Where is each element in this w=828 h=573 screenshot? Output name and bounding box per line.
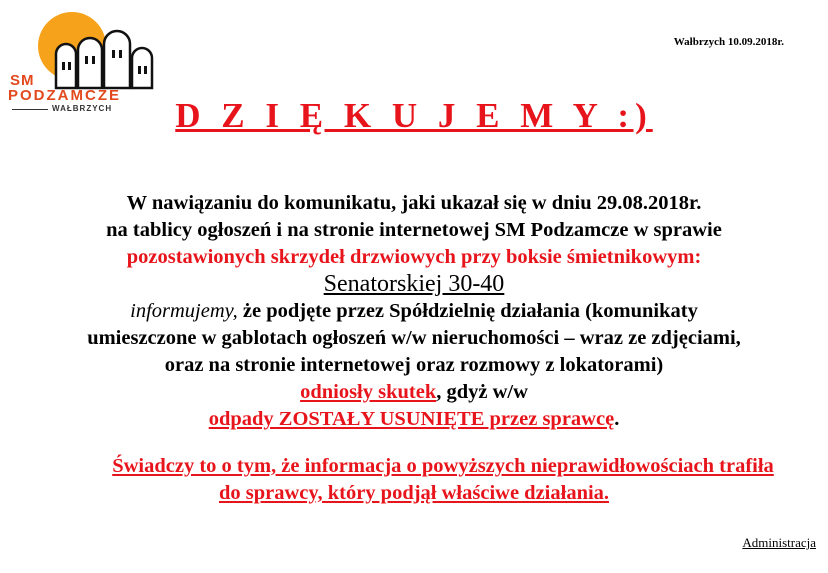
- signature: Administracja: [742, 535, 816, 550]
- body-line-8-rest: , gdyż w/w: [436, 381, 528, 403]
- body-line-5-rest: że podjęte przez Spółdzielnię działania (komunikaty: [237, 300, 698, 322]
- body-line-8: [0, 379, 828, 406]
- conclusion: [0, 453, 828, 507]
- address-line: Senatorskiej 30-40: [323, 271, 505, 297]
- body-line-1: W nawiązaniu do komunikatu, jaki ukazał się w dniu 29.08.2018r.: [126, 192, 702, 214]
- removed-text: odpady ZOSTAŁY USUNIĘTE przez sprawcę: [208, 408, 615, 430]
- announcement-body: [0, 190, 828, 433]
- logo-sm-text: SM: [10, 72, 35, 89]
- page-title: D Z I Ę K U J E M Y :): [175, 96, 653, 135]
- logo-name-text: PODZAMCZE: [8, 87, 121, 104]
- body-line-2: na tablicy ogłoszeń i na stronie internetowej SM Podzamcze w sprawie: [106, 219, 722, 241]
- document-date: Wałbrzych 10.09.2018r.: [673, 36, 784, 48]
- body-line-5: [0, 298, 828, 325]
- informujemy-text: informujemy,: [130, 300, 238, 322]
- effect-text: odniosły skutek: [300, 381, 437, 403]
- body-line-6: umieszczone w gablotach ogłoszeń w/w nieruchomości – wraz ze zdjęciami,: [87, 327, 741, 349]
- conclusion-line-1: Świadczy to o tym, że informacja o powyższych nieprawidłowościach trafiła: [112, 455, 774, 477]
- conclusion-line-2: do sprawcy, który podjął właściwe działania.: [218, 482, 610, 504]
- body-line-7: oraz na stronie internetowej oraz rozmowy z lokatorami): [164, 354, 664, 376]
- body-line-9-rest: .: [614, 408, 620, 430]
- logo-city-text: WAŁBRZYCH: [52, 104, 113, 113]
- body-line-3: pozostawionych skrzydeł drzwiowych przy boksie śmietnikowym:: [126, 246, 702, 268]
- body-line-9: [0, 406, 828, 433]
